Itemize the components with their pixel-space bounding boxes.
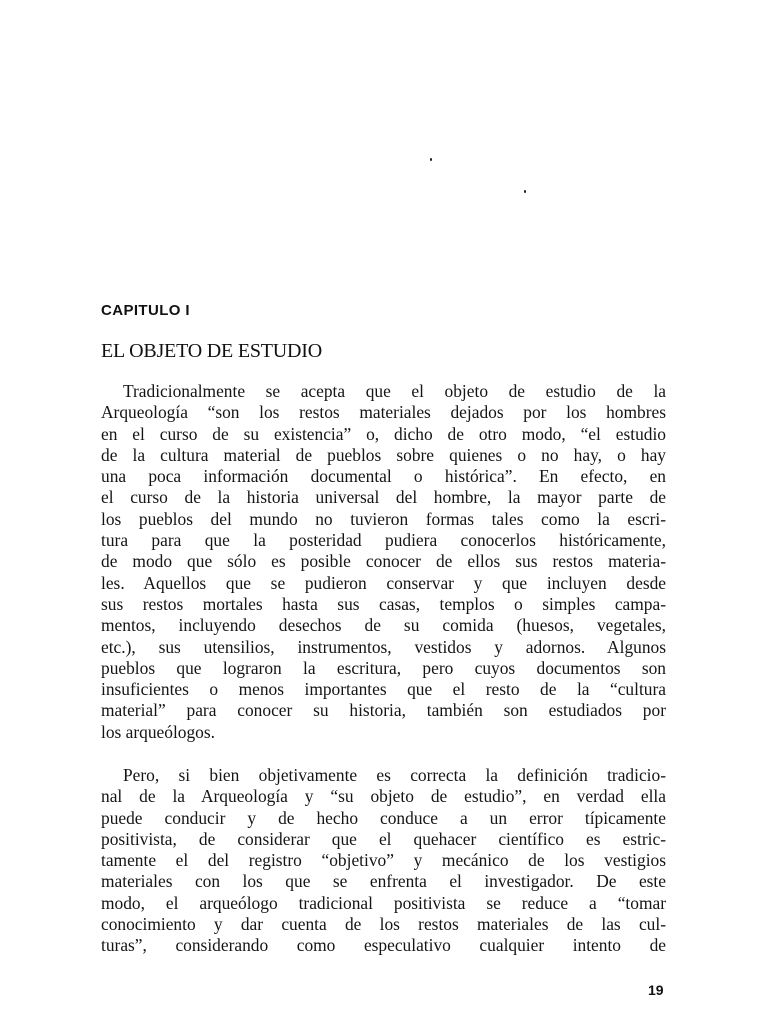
text-line: mentos, incluyendo desechos de su comida (huesos, vegetales, xyxy=(101,615,666,636)
text-line: conocimiento y dar cuenta de los restos materiales de las cul- xyxy=(101,914,666,935)
text-line: el curso de la historia universal del hombre, la mayor parte de xyxy=(101,487,666,508)
text-line: en el curso de su existencia” o, dicho de otro modo, “el estudio xyxy=(101,423,666,444)
chapter-title: EL OBJETO DE ESTUDIO xyxy=(101,340,322,362)
chapter-label: CAPITULO I xyxy=(101,302,190,319)
text-line: los arqueólogos. xyxy=(101,721,215,742)
text-line: puede conducir y de hecho conduce a un error típicamente xyxy=(101,807,666,828)
text-line: una poca información documental o histórica”. En efecto, en xyxy=(101,466,666,487)
text-line: Arqueología “son los restos materiales dejados por los hombres xyxy=(101,402,666,423)
text-line: material” para conocer su historia, también son estudiados por xyxy=(101,700,666,721)
text-line: etc.), sus utensilios, instrumentos, vestidos y adornos. Algunos xyxy=(101,636,666,657)
text-line: sus restos mortales hasta sus casas, templos o simples campa- xyxy=(101,593,666,614)
text-line: nal de la Arqueología y “su objeto de estudio”, en verdad ella xyxy=(101,786,666,807)
text-line: de la cultura material de pueblos sobre quienes o no hay, o hay xyxy=(101,444,666,465)
text-line: les. Aquellos que se pudieron conservar y que incluyen desde xyxy=(101,572,666,593)
text-line: tamente el del registro “objetivo” y mecánico de los vestigios xyxy=(101,850,666,871)
text-line: materiales con los que se enfrenta el investigador. De este xyxy=(101,871,666,892)
scan-speck xyxy=(524,190,526,193)
text-line: Tradicionalmente se acepta que el objeto de estudio de la xyxy=(123,381,666,401)
text-line: de modo que sólo es posible conocer de ellos sus restos materia- xyxy=(101,551,666,572)
text-line: insuficientes o menos importantes que el resto de la “cultura xyxy=(101,679,666,700)
paragraph-1 xyxy=(101,381,666,743)
text-line: pueblos que lograron la escritura, pero cuyos documentos son xyxy=(101,657,666,678)
paragraph-2 xyxy=(101,765,666,957)
page-number: 19 xyxy=(648,982,664,998)
scan-speck xyxy=(430,158,432,161)
text-line: tura para que la posteridad pudiera conocerlos históricamente, xyxy=(101,530,666,551)
text-line: los pueblos del mundo no tuvieron formas tales como la escri- xyxy=(101,508,666,529)
text-line: positivista, de considerar que el quehacer científico es estric- xyxy=(101,828,666,849)
text-line: Pero, si bien objetivamente es correcta la definición tradicio- xyxy=(123,765,666,785)
text-line: turas”, considerando como especulativo cualquier intento de xyxy=(101,935,666,956)
text-line: modo, el arqueólogo tradicional positivista se reduce a “tomar xyxy=(101,892,666,913)
